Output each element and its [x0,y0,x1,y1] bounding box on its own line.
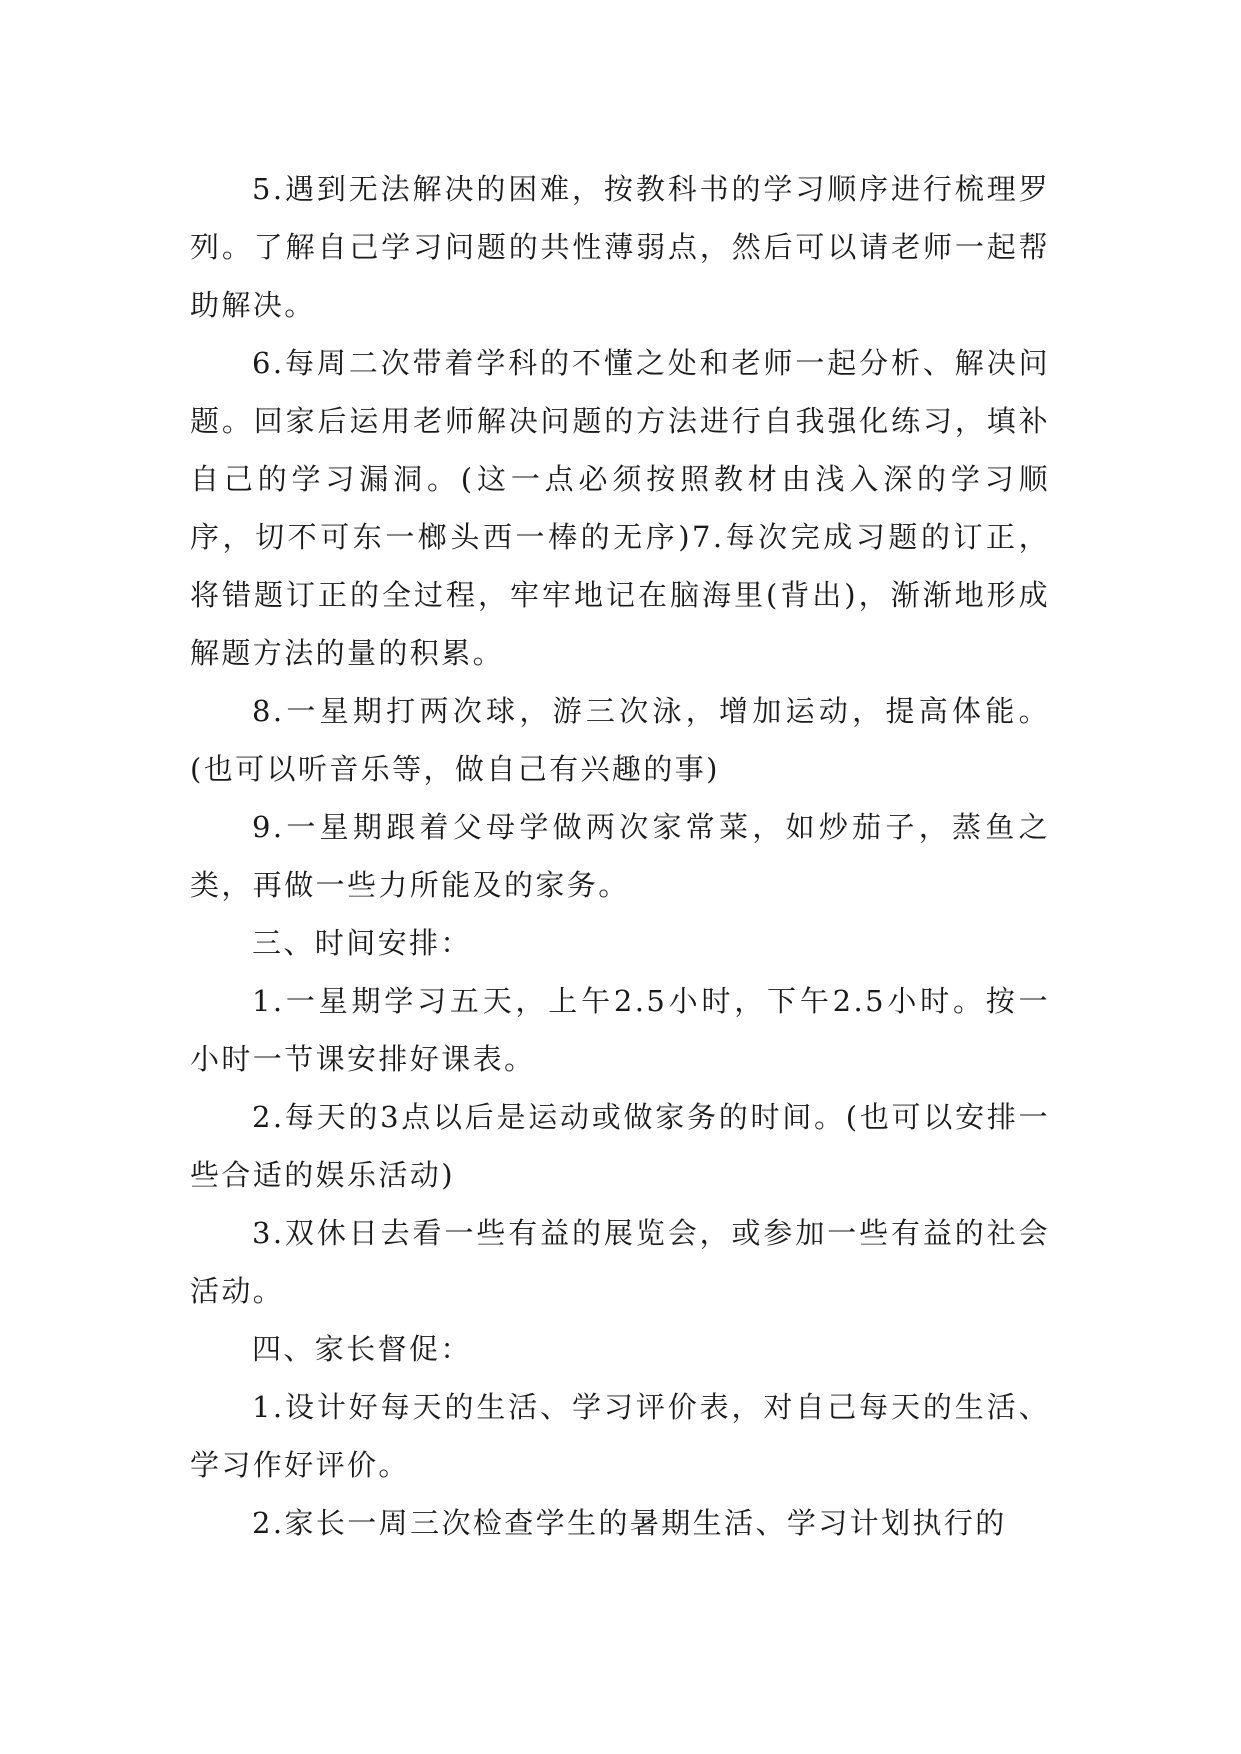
schedule-item-1: 1.一星期学习五天，上午2.5小时，下午2.5小时。按一小时一节课安排好课表。 [190,984,1050,1076]
paragraph-item-9: 9.一星期跟着父母学做两次家常菜，如炒茄子，蒸鱼之类，再做一些力所能及的家务。 [190,810,1050,902]
section-heading-schedule: 三、时间安排： [252,926,472,960]
section-heading-parent-supervision: 四、家长督促： [252,1332,472,1366]
schedule-item-3: 3.双休日去看一些有益的展览会，或参加一些有益的社会活动。 [190,1216,1050,1308]
document-body [190,160,1050,1552]
paragraph-item-8: 8.一星期打两次球，游三次泳，增加运动，提高体能。(也可以听音乐等，做自己有兴趣的事) [190,694,1050,786]
supervision-item-2: 2.家长一周三次检查学生的暑期生活、学习计划执行的 [252,1506,1007,1540]
schedule-item-2: 2.每天的3点以后是运动或做家务的时间。(也可以安排一些合适的娱乐活动) [190,1100,1050,1192]
paragraph-item-6-7: 6.每周二次带着学科的不懂之处和老师一起分析、解决问题。回家后运用老师解决问题的方法进行自我强化练习，填补自己的学习漏洞。(这一点必须按照教材由浅入深的学习顺序，切不可东一榔头西一棒的无序)7.每次完成习题的订正，将错题订正的全过程，牢牢地记在脑海里(背出)，渐渐地形成解题方法的量的积累。 [190,346,1050,670]
paragraph-item-5: 5.遇到无法解决的困难，按教科书的学习顺序进行梳理罗列。了解自己学习问题的共性薄弱点，然后可以请老师一起帮助解决。 [190,172,1050,322]
supervision-item-1: 1.设计好每天的生活、学习评价表，对自己每天的生活、学习作好评价。 [190,1390,1050,1482]
